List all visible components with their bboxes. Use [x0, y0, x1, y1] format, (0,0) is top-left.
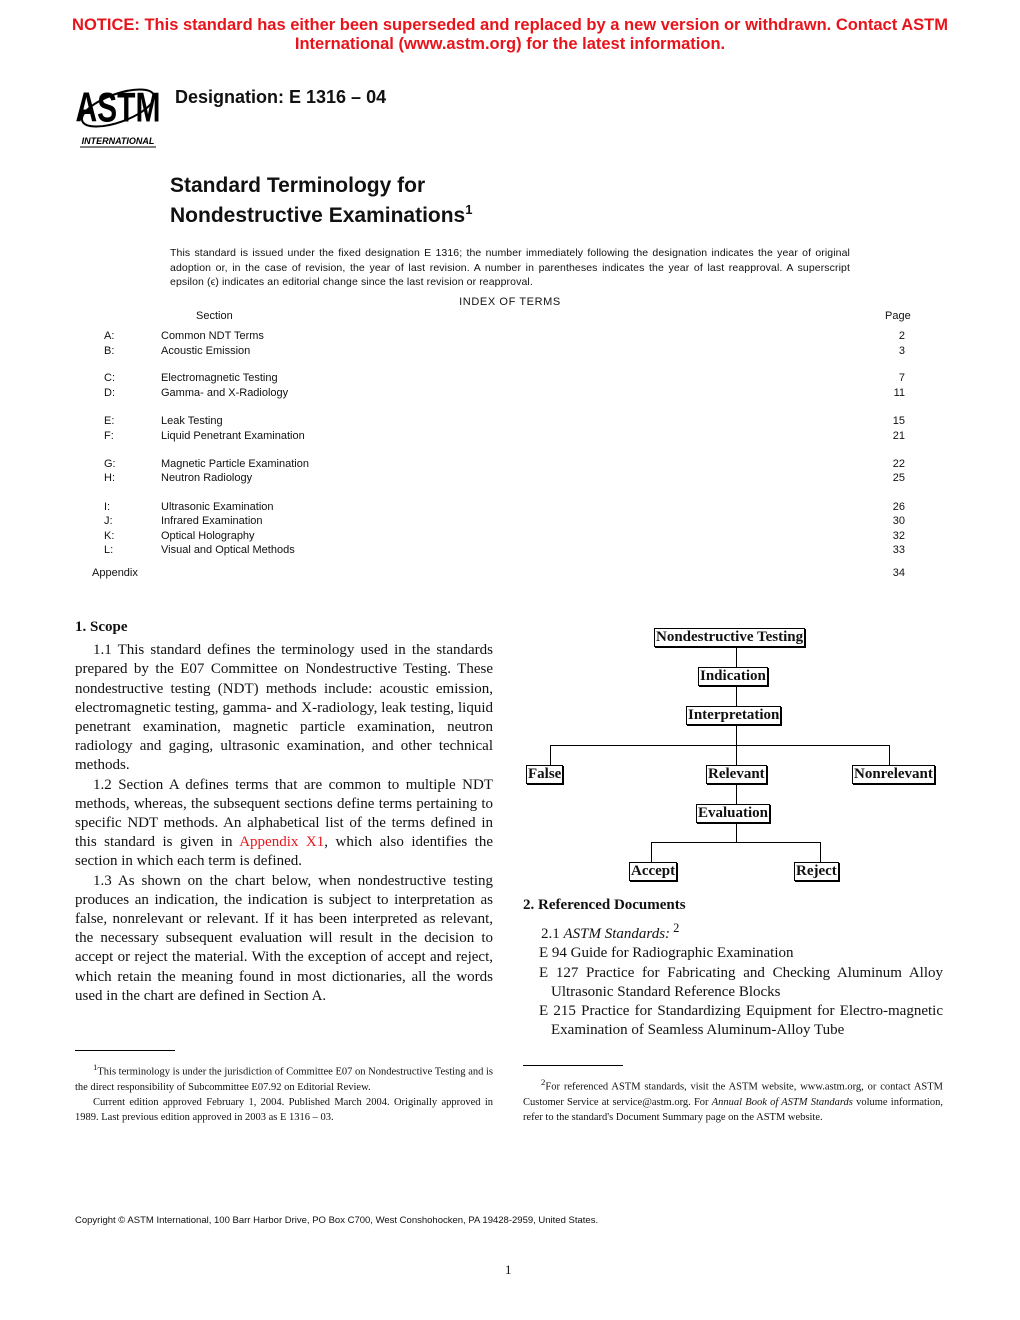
index-row[interactable] — [0, 530, 1020, 545]
node-indication: Indication — [700, 668, 766, 684]
index-section-name: Common NDT Terms — [161, 330, 264, 342]
index-row[interactable] — [0, 544, 1020, 559]
index-page: 15 — [892, 415, 905, 427]
index-title: INDEX OF TERMS — [459, 296, 561, 308]
index-letter: F: — [104, 430, 114, 442]
ref-item: E 215 Practice for Standardizing Equipment for Electro-magnetic Examination of Seamless Aluminum-Alloy Tube — [539, 1003, 943, 1039]
node-false: False — [528, 766, 562, 782]
node-nondestructive-testing: Nondestructive Testing — [656, 629, 804, 645]
footnote-1 — [75, 1060, 493, 1125]
index-row[interactable] — [0, 345, 1020, 360]
index-section-name: Neutron Radiology — [161, 472, 253, 484]
index-section-name: Acoustic Emission — [161, 345, 251, 357]
index-letter: I: — [104, 501, 111, 513]
index-page-header: Page — [885, 310, 911, 322]
index-section-name: Infrared Examination — [161, 515, 263, 527]
index-section-name: Electromagnetic Testing — [161, 372, 278, 384]
node-accept: Accept — [631, 863, 676, 879]
referenced-documents-section — [523, 896, 943, 1040]
index-page: 34 — [892, 567, 905, 579]
index-section-name: Ultrasonic Examination — [161, 501, 274, 513]
index-row[interactable] — [0, 472, 1020, 487]
index-page: 21 — [892, 430, 905, 442]
index-row[interactable] — [0, 458, 1020, 473]
index-section-name: Liquid Penetrant Examination — [161, 430, 305, 442]
scope-paragraph-1-2 — [75, 776, 493, 872]
refdocs-heading: 2. Referenced Documents — [523, 897, 686, 913]
astm-standards-subheading — [523, 919, 943, 944]
index-letter: B: — [104, 345, 115, 357]
index-row[interactable] — [0, 501, 1020, 516]
document-title — [170, 174, 472, 228]
index-section-name: Visual and Optical Methods — [161, 544, 295, 556]
title-line-1: Standard Terminology for — [170, 174, 426, 197]
index-page: 30 — [892, 515, 905, 527]
appendix-x1-link[interactable]: Appendix X1 — [239, 834, 325, 851]
index-page: 11 — [893, 387, 905, 399]
scope-section — [75, 618, 493, 1006]
scope-paragraph-1-3: 1.3 As shown on the chart below, when nondestructive testing produces an indication, the indication is subject to interpretation as false, nonrelevant or relevant. If it has been interpreted as relevant, the necessary subsequent evaluation will result in the decision to accept or reject the material. With the exception of accept and reject, which retain the meaning found in most dictionaries, all the words used in the chart are defined in Section A. — [75, 872, 493, 1004]
footnote-number: 2 — [541, 1077, 546, 1087]
node-relevant: Relevant — [708, 766, 765, 782]
issuance-note: This standard is issued under the fixed designation E 1316; the number immediately following the designation indicates the year of original adoption or, in the case of revision, the year of last revision. A number in parentheses indicates the year of last reapproval. A superscript epsilon (ϵ) indicates an editorial change since the last revision or reapproval. — [170, 247, 850, 288]
page-number: 1 — [505, 1262, 512, 1277]
scope-heading: 1. Scope — [75, 619, 128, 635]
copyright: Copyright © ASTM International, 100 Barr Harbor Drive, PO Box C700, West Conshohocken, PA 19428-2959, United States. — [75, 1215, 599, 1226]
svg-text:INTERNATIONAL: INTERNATIONAL — [81, 136, 155, 146]
index-page: 7 — [898, 372, 905, 384]
index-row[interactable] — [0, 430, 1020, 445]
text: For referenced ASTM standards, visit the ASTM website, www.astm.org, or contact ASTM Customer Service at service@astm.org. For — [523, 1081, 943, 1108]
index-letter: E: — [104, 415, 115, 427]
text: This terminology is under the jurisdiction of Committee E07 on Nondestructive Testing and is the direct responsibility of Subcommittee E07.92 on Editorial Review. — [75, 1066, 493, 1093]
index-letter: L: — [104, 544, 114, 556]
index-page: 33 — [892, 544, 905, 556]
notice-banner: NOTICE: This standard has either been superseded and replaced by a new version or withdrawn. Contact ASTM International (www.astm.org) for the latest information. — [72, 16, 948, 53]
index-letter: A: — [104, 330, 115, 342]
ref-item: E 94 Guide for Radiographic Examination — [539, 945, 794, 962]
index-page: 2 — [898, 330, 905, 342]
text: ASTM Standards: — [563, 926, 671, 943]
index-page: 32 — [892, 530, 905, 542]
text: 2.1 — [541, 926, 564, 943]
index-letter: H: — [104, 472, 115, 484]
text: volume information, refer to the standard's Document Summary page on the ASTM website. — [523, 1096, 943, 1123]
footnote-ref[interactable]: 2 — [670, 921, 680, 936]
index-row[interactable] — [0, 387, 1020, 402]
index-page: 25 — [892, 472, 905, 484]
text: Annual Book of ASTM Standards — [711, 1096, 853, 1108]
index-section-name: Appendix — [92, 567, 138, 579]
index-row-appendix[interactable] — [0, 567, 1020, 582]
node-nonrelevant: Nonrelevant — [854, 766, 933, 782]
scope-paragraph-1-1: 1.1 This standard defines the terminology used in the standards prepared by the E07 Committee on Nondestructive Testing. These nondestructive testing (NDT) methods include: acoustic emission, electromagnetic testing, gamma- and X-radiology, leak testing, liquid penetrant examination, magnetic particle examination, neutron radiology and gaging, ultrasonic examination, and other technical methods. — [75, 642, 493, 774]
footnote-2 — [523, 1075, 943, 1125]
index-page: 3 — [898, 345, 905, 357]
node-reject: Reject — [796, 863, 837, 879]
index-row[interactable] — [0, 415, 1020, 430]
footnote-rule — [75, 1050, 175, 1051]
index-section-name: Gamma- and X-Radiology — [161, 387, 289, 399]
node-interpretation: Interpretation — [688, 707, 780, 723]
title-line-2: Nondestructive Examinations — [170, 204, 466, 227]
index-letter: J: — [104, 515, 113, 527]
index-section-header: Section — [196, 310, 233, 322]
index-page: 22 — [892, 458, 905, 470]
index-row[interactable] — [0, 372, 1020, 387]
footnote-number: 1 — [93, 1062, 98, 1072]
index-section-name: Leak Testing — [161, 415, 223, 427]
svg-text:ASTM: ASTM — [76, 83, 160, 131]
index-letter: C: — [104, 372, 115, 384]
index-letter: G: — [104, 458, 116, 470]
index-section-name: Optical Holography — [161, 530, 255, 542]
index-section-name: Magnetic Particle Examination — [161, 458, 309, 470]
astm-logo — [76, 74, 160, 148]
text: , which also identifies the section in which each term is defined. — [75, 834, 493, 870]
title-footnote-ref[interactable]: 1 — [465, 202, 473, 217]
index-letter: K: — [104, 530, 115, 542]
text: 1.2 Section A defines terms that are common to multiple NDT methods, whereas, the subsequent sections define terms pertaining to specific NDT methods. An alphabetical list of the terms defined in this standard is given in — [75, 776, 493, 851]
designation: Designation: E 1316 – 04 — [175, 87, 387, 107]
footnote-rule — [523, 1065, 623, 1066]
index-letter: D: — [104, 387, 115, 399]
node-evaluation: Evaluation — [698, 805, 769, 821]
index-row[interactable] — [0, 330, 1020, 345]
text: Current edition approved February 1, 2004. Published March 2004. Originally approved in 1989. Last previous edition approved in 2003 as E 1316 – 03. — [75, 1096, 493, 1123]
index-row[interactable] — [0, 515, 1020, 530]
index-page: 26 — [892, 501, 905, 513]
ref-item: E 127 Practice for Fabricating and Checking Aluminum Alloy Ultrasonic Standard Reference Blocks — [539, 964, 943, 1000]
